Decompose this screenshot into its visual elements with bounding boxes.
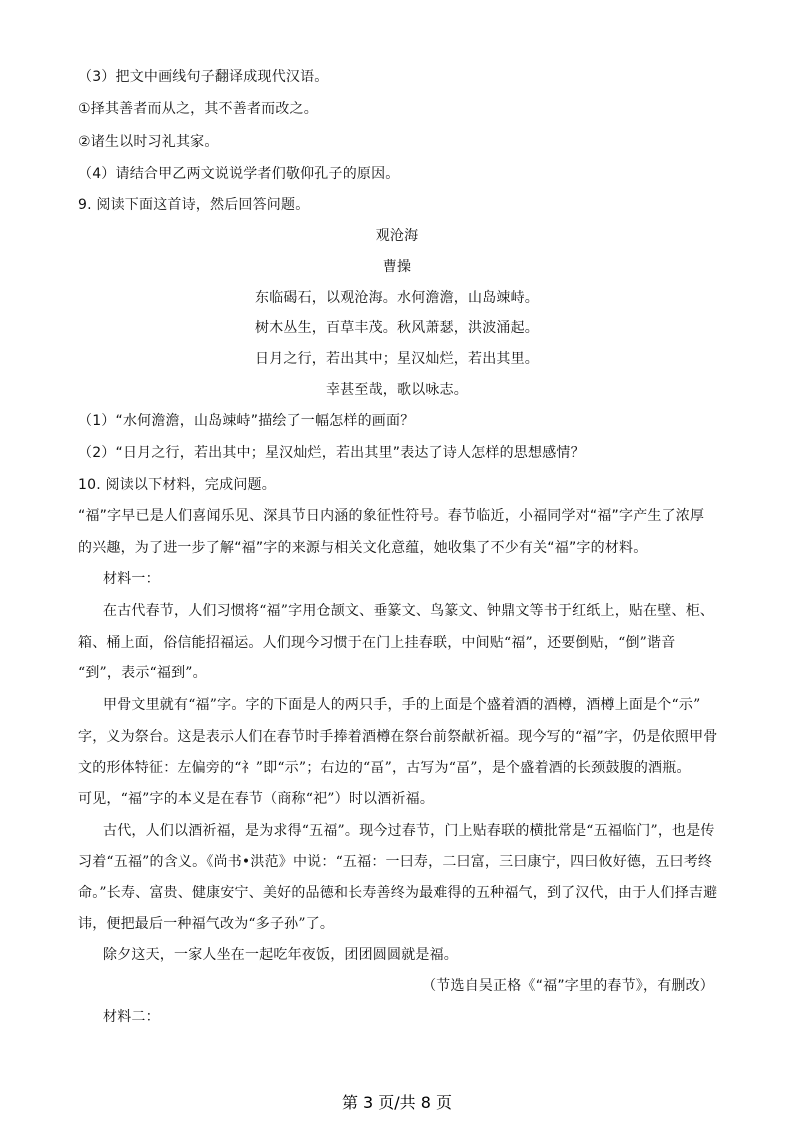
para4: 除夕这天，一家人坐在一起吃年夜饭，团团圆圆就是福。 [103, 947, 458, 963]
para1-line: “到”，表示“福到”。 [78, 665, 207, 681]
para1-line: 箱、桶上面，俗信能招福运。人们现今习惯于在门上挂春联，中间贴“福”，还要倒贴，“倒”谐音 [78, 635, 676, 651]
q8-item1: ①择其善者而从之，其不善者而改之。 [78, 101, 318, 117]
q8-sub4: （4）请结合甲乙两文说说学者们敬仰孔子的原因。 [78, 166, 400, 182]
q10-prompt: 10. 阅读以下材料，完成问题。 [78, 477, 276, 493]
para3-line: 古代，人们以酒祈福，是为求得“五福”。现今过春节，门上贴春联的横批常是“五福临门”，也是传 [103, 823, 715, 839]
para3-line: 习着“五福”的含义。《尚书•洪范》中说：“五福：一曰寿，二曰富，三曰康宁，四曰攸好德，五曰考终 [78, 854, 713, 870]
q9-sub2: （2）“日月之行，若出其中；星汉灿烂，若出其里”表达了诗人怎样的思想感情？ [78, 445, 585, 461]
para2-line: 可见，“福”字的本义是在春节（商称“祀”）时以酒祈福。 [78, 791, 435, 807]
poem-line: 东临碣石，以观沧海。水何澹澹，山岛竦峙。 [255, 290, 539, 306]
q10-intro-line: “福”字早已是人们喜闻乐见、深具节日内涵的象征性符号。春节临近，小福同学对“福”字产生了浓厚 [78, 508, 705, 524]
para3-line: 讳，便把最后一种福气改为“多子孙”了。 [78, 916, 335, 932]
source-citation: （节选自吴正格《“福”字里的春节》，有删改） [422, 978, 714, 994]
q9-prompt: 9. 阅读下面这首诗，然后回答问题。 [78, 197, 310, 213]
poem-line: 树木丛生，百草丰茂。秋风萧瑟，洪波涌起。 [255, 320, 539, 336]
para1-line: 在古代春节，人们习惯将“福”字用仓颉文、垂篆文、鸟篆文、钟鼎文等书于红纸上，贴在壁、柜、 [103, 603, 715, 619]
para2-line: 甲骨文里就有“福”字。字的下面是人的两只手，手的上面是个盛着酒的酒樽，酒樽上面是个“示” [103, 697, 701, 713]
material1-label: 材料一： [103, 571, 160, 587]
para3-line: 命。”长寿、富贵、健康安宁、美好的品德和长寿善终为最难得的五种福气，到了汉代，由于人们择吉避 [78, 885, 718, 901]
para2-line: 字，义为祭台。这是表示人们在春节时手捧着酒樽在祭台前祭献祈福。现今写的“福”字，仍是依照甲骨 [78, 729, 718, 745]
q10-intro-line: 的兴趣，为了进一步了解“福”字的来源与相关文化意蕴，她收集了不少有关“福”字的材料。 [78, 540, 648, 556]
q9-sub1: （1）“水何澹澹，山岛竦峙”描绘了一幅怎样的画面？ [78, 413, 415, 429]
poem-title: 观沧海 [375, 228, 419, 244]
poem-line: 幸甚至哉，歌以咏志。 [326, 382, 468, 398]
poem-line: 日月之行，若出其中；星汉灿烂，若出其里。 [255, 351, 539, 367]
poem-author: 曹操 [382, 259, 412, 275]
material2-label: 材料二： [103, 1009, 160, 1025]
page-number: 第 3 页/共 8 页 [341, 1093, 453, 1112]
q8-sub3: （3）把文中画线句子翻译成现代汉语。 [78, 69, 329, 85]
q8-item2: ②诸生以时习礼其家。 [78, 134, 219, 150]
para2-line: 文的形体特征：左偏旁的“礻”即“示”；右边的“畐”，古写为“畐”，是个盛着酒的长颈鼓腹的酒瓶。 [78, 760, 691, 776]
